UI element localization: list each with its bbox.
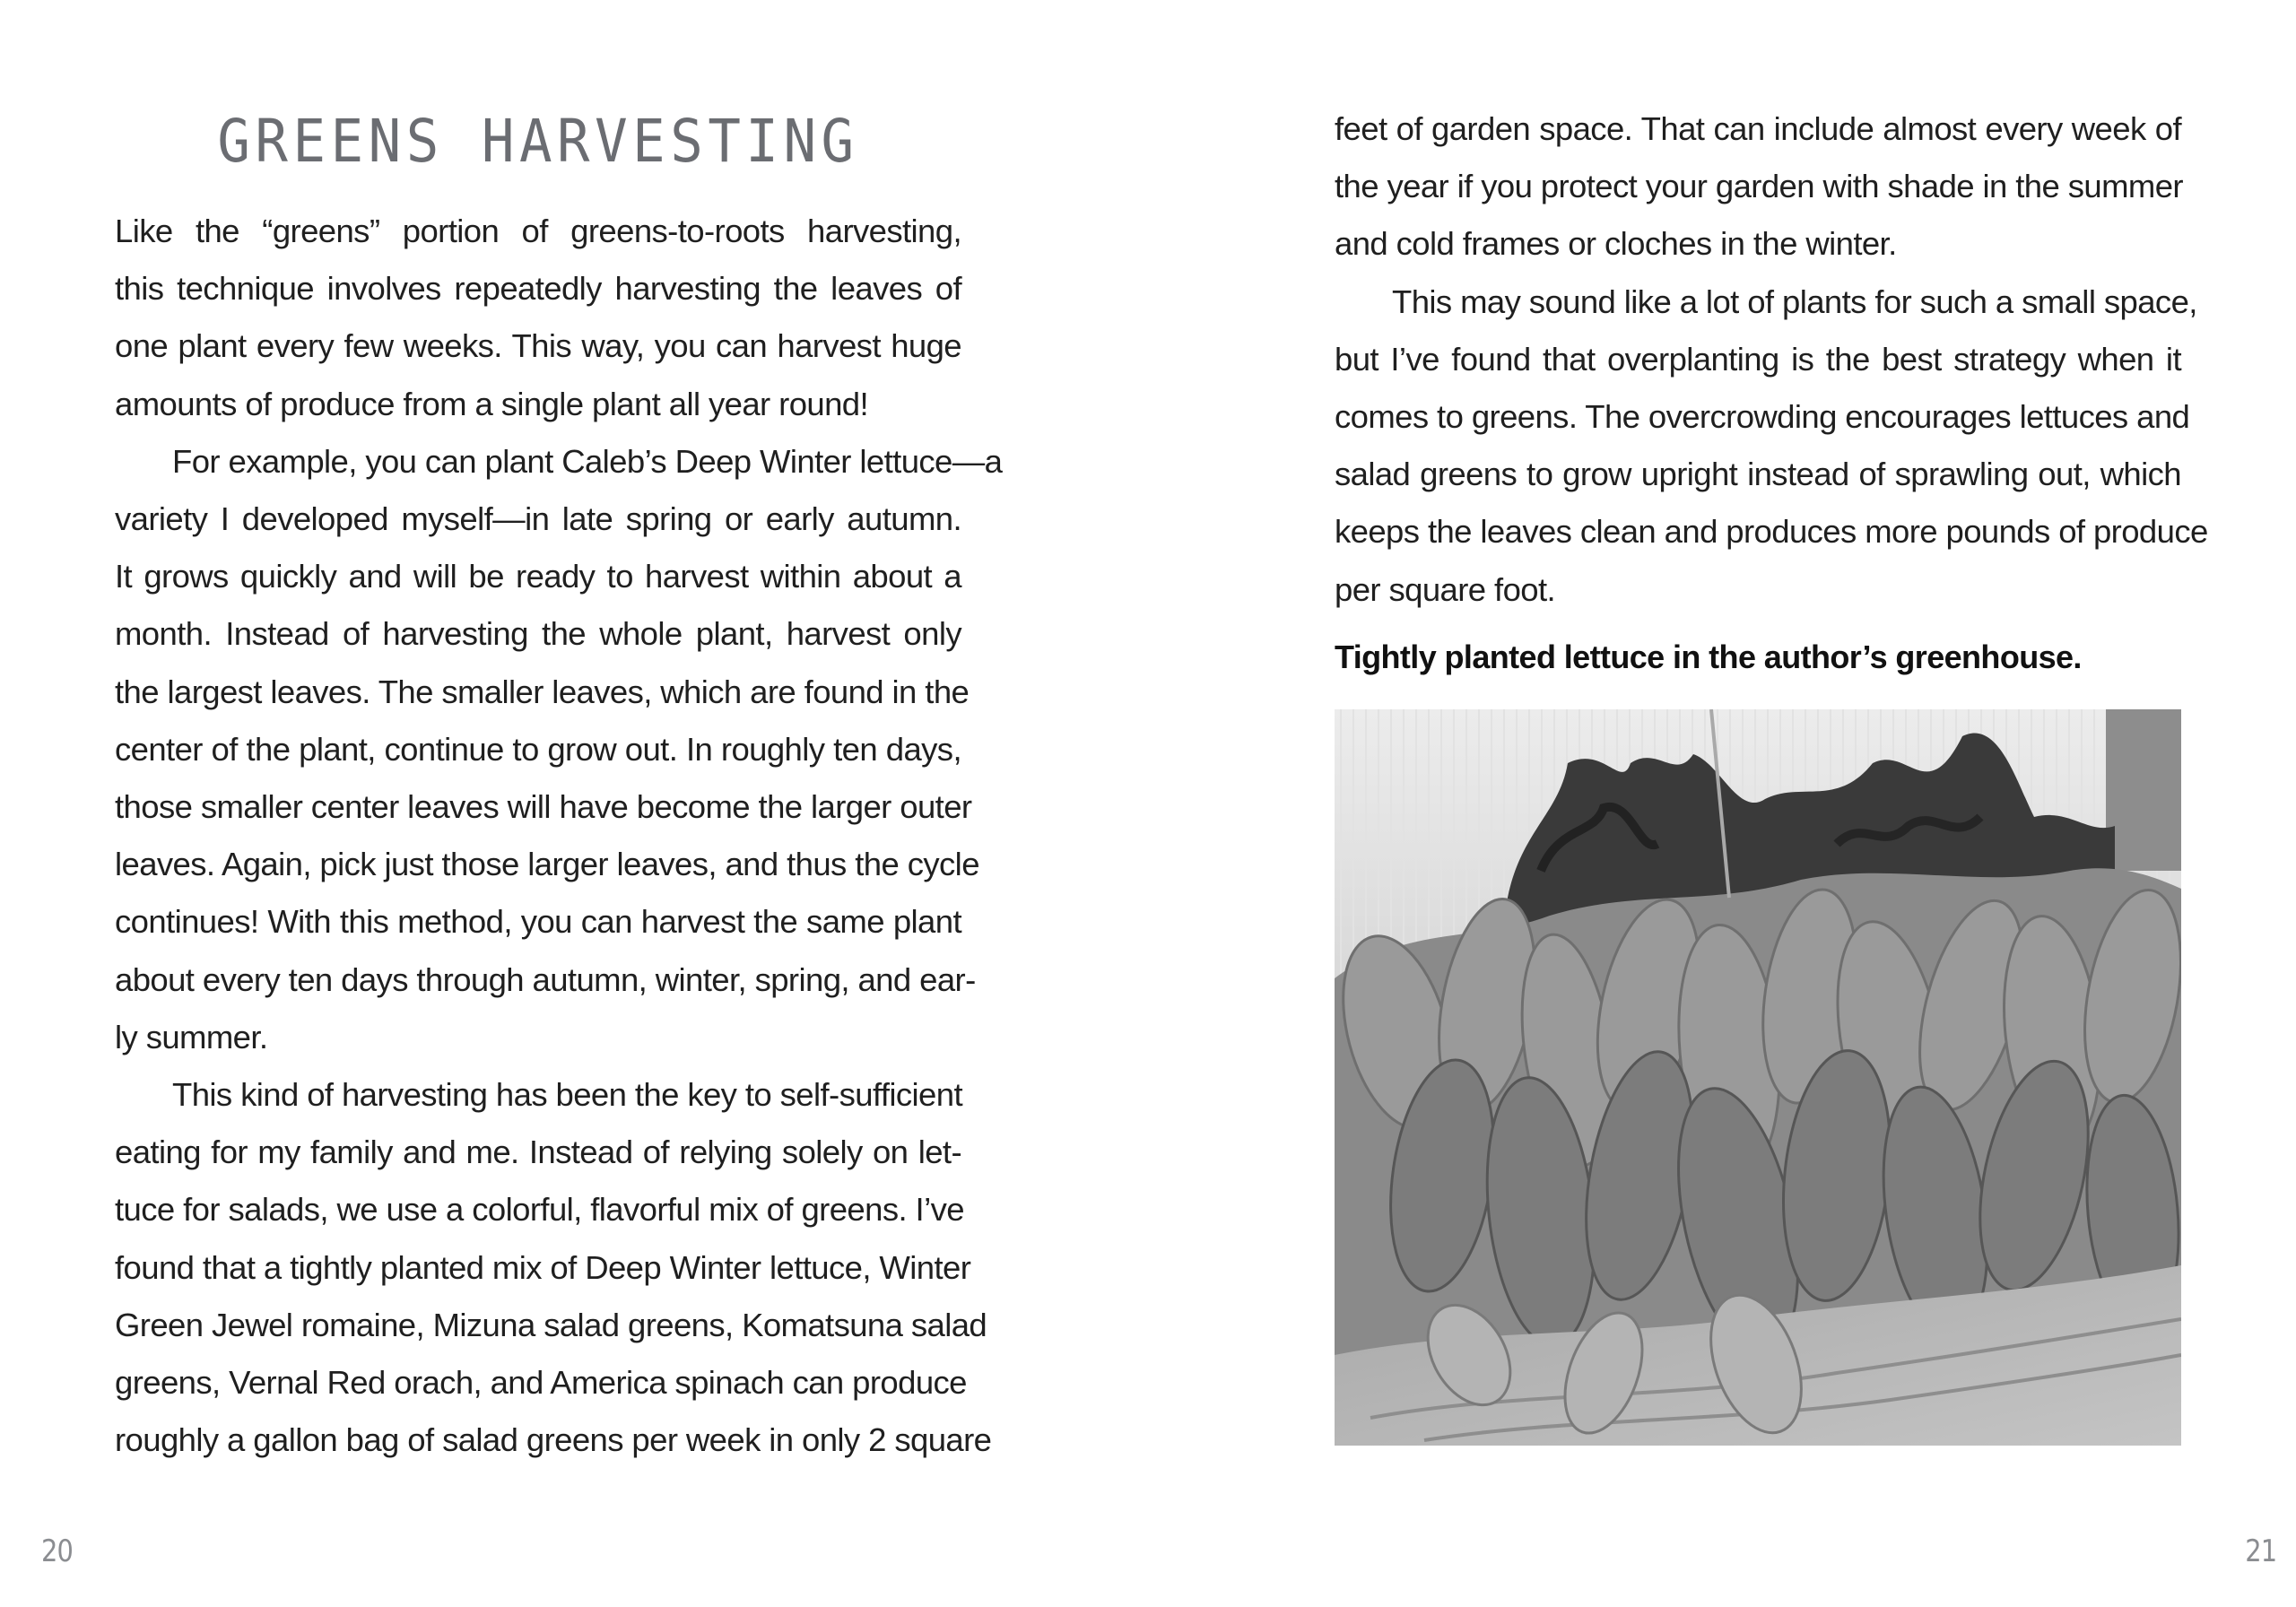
text-line: comes to greens. The overcrowding encourages lettuces and <box>1335 398 2190 436</box>
text-line: about every ten days through autumn, winter, spring, and ear- <box>115 960 976 998</box>
text-line: feet of garden space. That can include almost every week of <box>1335 110 2181 147</box>
text-line: amounts of produce from a single plant all year round! <box>115 385 869 422</box>
text-line: ly summer. <box>115 1018 268 1055</box>
text-line: one plant every few weeks. This way, you can harvest huge <box>115 327 961 365</box>
text-line: this technique involves repeatedly harvesting the leaves of <box>115 270 961 308</box>
text-line: leaves. Again, pick just those larger leaves, and thus the cycle <box>115 846 979 883</box>
right-body-text <box>1335 100 2208 619</box>
text-line: but I’ve found that overplanting is the best strategy when it <box>1335 340 2181 378</box>
text-line: variety I developed myself—in late spring or early autumn. <box>115 500 961 538</box>
figure-caption: Tightly planted lettuce in the author’s greenhouse. <box>1335 638 2082 675</box>
text-line: continues! With this method, you can harvest the same plant <box>115 903 961 941</box>
text-line: per square foot. <box>1335 570 1556 608</box>
page-number-left: 20 <box>41 1533 74 1569</box>
text-line: the year if you protect your garden with shade in the summer <box>1335 168 2183 205</box>
text-line: Green Jewel romaine, Mizuna salad greens, Komatsuna salad <box>115 1306 987 1343</box>
text-line: month. Instead of harvesting the whole plant, harvest only <box>115 615 961 653</box>
text-line: It grows quickly and will be ready to harvest within about a <box>115 558 961 595</box>
text-line: keeps the leaves clean and produces more pounds of produce <box>1335 513 2208 551</box>
text-line: center of the plant, continue to grow out. In roughly ten days, <box>115 730 961 768</box>
right-page <box>1148 0 2296 1607</box>
page-number-right: 21 <box>2244 1533 2276 1569</box>
text-line: greens, Vernal Red orach, and America spinach can produce <box>115 1364 967 1402</box>
text-line: salad greens to grow upright instead of sprawling out, which <box>1335 456 2181 493</box>
text-line: roughly a gallon bag of salad greens per week in only 2 square <box>115 1421 992 1459</box>
chapter-title: GREENS HARVESTING <box>217 107 859 176</box>
left-body-text <box>115 203 1003 1469</box>
lettuce-photo <box>1335 709 2181 1446</box>
text-line: eating for my family and me. Instead of relying solely on let- <box>115 1134 961 1171</box>
text-line: and cold frames or cloches in the winter. <box>1335 225 1897 263</box>
text-line: This may sound like a lot of plants for such a small space, <box>1392 282 2197 320</box>
text-line: For example, you can plant Caleb’s Deep Winter lettuce—a <box>172 442 1003 480</box>
text-line: Like the “greens” portion of greens-to-roots harvesting, <box>115 213 961 249</box>
text-line: the largest leaves. The smaller leaves, which are found in the <box>115 673 970 710</box>
text-line: tuce for salads, we use a colorful, flavorful mix of greens. I’ve <box>115 1191 964 1229</box>
text-line: This kind of harvesting has been the key to self-sufficient <box>172 1076 962 1114</box>
text-line: found that a tightly planted mix of Deep Winter lettuce, Winter <box>115 1248 971 1286</box>
lettuce-photo-illustration <box>1335 709 2181 1446</box>
text-line: those smaller center leaves will have become the larger outer <box>115 788 972 826</box>
